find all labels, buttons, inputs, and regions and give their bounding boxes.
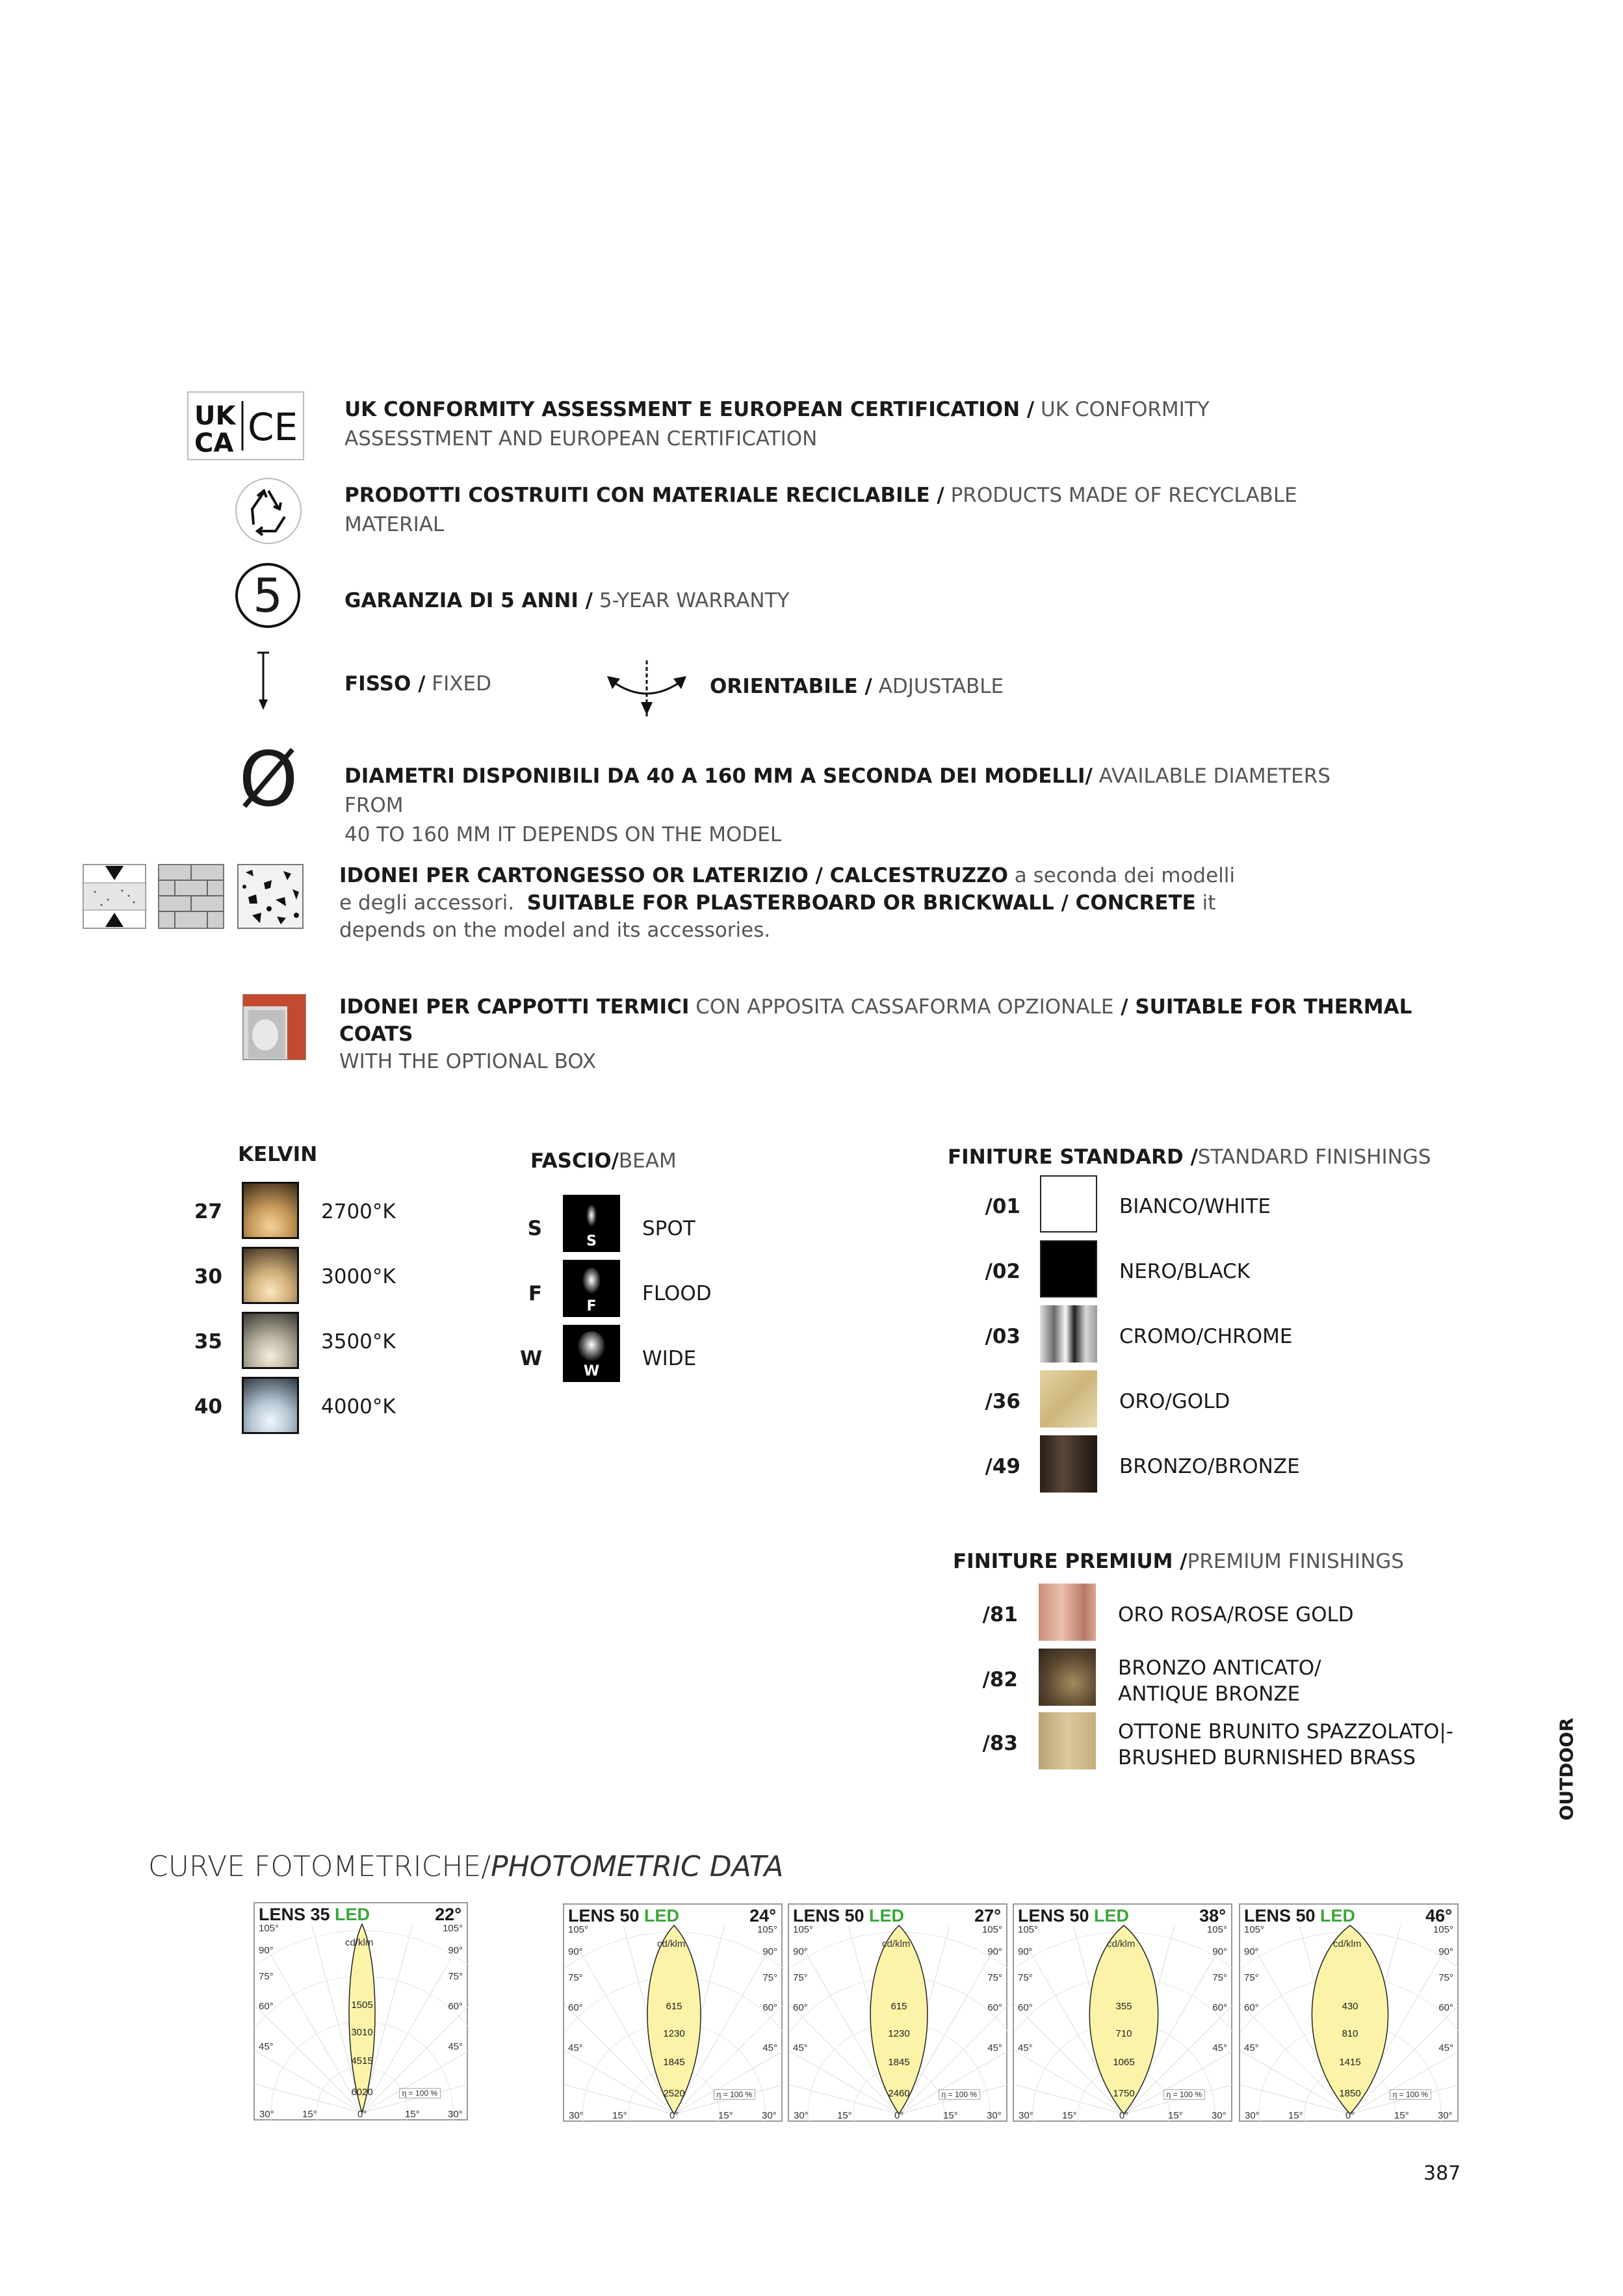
efficiency-label: η = 100 %: [399, 2088, 441, 2098]
premium-code: /82: [982, 1668, 1018, 1691]
beam-lobe: [647, 1925, 701, 2114]
beam-title-bold: FASCIO/: [530, 1149, 619, 1173]
angle-label: 15°: [1394, 2110, 1409, 2121]
angle-label: 45°: [1212, 2042, 1227, 2054]
card-degree: 38°: [1199, 1906, 1226, 1925]
angle-label: 15°: [718, 2110, 733, 2121]
legend-wall-bold: IDONEI PER CARTONGESSO OR LATERIZIO / CALCESTRUZZO: [339, 864, 1008, 887]
legend-ukca-light: UK CONFORMITY: [1034, 398, 1210, 421]
finish-swatch-gold: [1040, 1370, 1097, 1428]
finish-label: CROMO/CHROME: [1119, 1325, 1293, 1348]
angle-label: 45°: [762, 2042, 777, 2054]
premium-label: ORO ROSA/ROSE GOLD: [1118, 1603, 1354, 1626]
card-title: [568, 1906, 679, 1926]
angle-label: 90°: [762, 1946, 777, 1957]
fixed-arrow-icon: [253, 650, 273, 712]
cd-value: 2520: [663, 2088, 685, 2099]
angle-label: 90°: [448, 1945, 463, 1956]
angle-label: 75°: [568, 1972, 583, 1983]
angle-label: 75°: [259, 1971, 274, 1982]
cd-value: 6020: [351, 2087, 373, 2098]
svg-text:CA: CA: [194, 428, 234, 457]
cd-value: 2460: [888, 2088, 910, 2099]
angle-label: 90°: [987, 1946, 1002, 1957]
kelvin-label: 3000°K: [321, 1265, 396, 1288]
kelvin-code: 27: [194, 1200, 222, 1223]
premium-label-line2: ANTIQUE BRONZE: [1118, 1682, 1301, 1706]
beam-letter: S: [586, 1233, 597, 1249]
angle-label: 30°: [569, 2110, 584, 2121]
beam-lobe: [1312, 1925, 1388, 2114]
angle-label: 75°: [793, 1972, 808, 1983]
beam-code: W: [520, 1347, 543, 1370]
angle-label: 30°: [448, 2109, 463, 2120]
angle-label: 105°: [1206, 1924, 1227, 1935]
finish-code: /36: [985, 1390, 1020, 1413]
cd-value: 1505: [351, 2000, 373, 2011]
card-lens: LENS 35: [259, 1905, 335, 1924]
beam-swatch: [563, 1260, 620, 1317]
card-degree: 22°: [435, 1905, 461, 1924]
card-led: LED: [869, 1906, 905, 1925]
legend-adjustable-bold: ORIENTABILE /: [710, 675, 872, 698]
angle-label: 45°: [568, 2042, 583, 2054]
angle-label: 60°: [793, 2002, 808, 2013]
card-lens: LENS 50: [568, 1906, 645, 1925]
cd-value: 355: [1115, 2001, 1132, 2012]
kelvin-code: 40: [194, 1395, 222, 1418]
unit-label: cd/klm: [882, 1938, 911, 1950]
angle-label: 60°: [1244, 2002, 1259, 2013]
photometric-card: [788, 1903, 1007, 2122]
angle-label: 90°: [259, 1945, 274, 1956]
cd-value: 430: [1342, 2001, 1358, 2012]
finish-label: ORO/GOLD: [1119, 1390, 1230, 1413]
angle-label: 45°: [259, 2041, 274, 2052]
recycle-icon: [234, 476, 303, 545]
kelvin-code: 30: [194, 1265, 222, 1288]
card-lens: LENS 50: [1244, 1906, 1321, 1925]
premium-code: /81: [982, 1603, 1018, 1626]
angle-label: 30°: [762, 2110, 777, 2121]
efficiency-label: η = 100 %: [1390, 2089, 1431, 2100]
side-label-outdoor: OUTDOOR: [1555, 1717, 1578, 1821]
card-lens: LENS 50: [1018, 1906, 1095, 1925]
beam-code: F: [528, 1282, 542, 1305]
card-degree: 46°: [1425, 1906, 1452, 1925]
legend-recycle-bold: PRODOTTI COSTRUITI CON MATERIALE RECICLABILE /: [344, 484, 944, 507]
svg-text:CE: CE: [248, 405, 298, 449]
beam-lobe: [1089, 1925, 1158, 2114]
kelvin-swatch: [242, 1377, 299, 1434]
legend-wall-line2b: SUITABLE FOR PLASTERBOARD OR BRICKWALL / CONCRETE: [526, 891, 1196, 915]
efficiency-label: η = 100 %: [714, 2089, 755, 2100]
efficiency-label: η = 100 %: [1163, 2089, 1205, 2100]
card-title: [793, 1906, 904, 1926]
kelvin-code: 35: [194, 1330, 222, 1353]
angle-label: 105°: [1244, 1924, 1265, 1935]
diameter-symbol: Ø: [239, 736, 298, 824]
unit-label: cd/klm: [657, 1938, 686, 1950]
angle-label: 45°: [793, 2042, 808, 2054]
legend-wall-line2a: e degli accessori.: [339, 891, 515, 915]
legend-warranty-bold: GARANZIA DI 5 ANNI /: [344, 589, 593, 612]
finish-swatch-white: [1040, 1175, 1097, 1233]
legend-thermal-light: CON APPOSITA CASSAFORMA OPZIONALE: [689, 995, 1114, 1019]
angle-label: 60°: [1018, 2002, 1033, 2013]
standard-title-light: STANDARD FINISHINGS: [1197, 1145, 1431, 1169]
svg-text:UK: UK: [194, 401, 236, 431]
angle-label: 15°: [302, 2109, 317, 2120]
photometric-card: [1239, 1903, 1459, 2122]
legend-recycle-light: PRODUCTS MADE OF RECYCLABLE: [944, 484, 1297, 507]
angle-label: 105°: [442, 1923, 463, 1934]
beam-label: SPOT: [642, 1217, 695, 1240]
angle-label: 45°: [1438, 2042, 1453, 2054]
angle-label: 60°: [259, 2001, 274, 2012]
angle-label: 15°: [837, 2110, 852, 2121]
angle-label: 30°: [1245, 2110, 1260, 2121]
card-title: [259, 1905, 370, 1925]
angle-label: 45°: [448, 2041, 463, 2052]
cd-value: 615: [890, 2001, 907, 2012]
cd-value: 1850: [1339, 2088, 1361, 2099]
cd-value: 1230: [888, 2028, 910, 2039]
unit-label: cd/klm: [1333, 1938, 1362, 1950]
legend-adjustable-light: ADJUSTABLE: [872, 675, 1004, 698]
unit-label: cd/klm: [345, 1937, 374, 1948]
photometric-card: [253, 1902, 468, 2120]
legend-wall-line2c: it: [1195, 891, 1216, 915]
angle-label: 30°: [1019, 2110, 1033, 2121]
beam-letter: W: [583, 1363, 600, 1379]
unit-label: cd/klm: [1107, 1938, 1136, 1950]
beam-lobe: [870, 1925, 928, 2114]
kelvin-swatch: [242, 1247, 299, 1304]
angle-label: 60°: [568, 2002, 583, 2013]
beam-lobe: [349, 1924, 375, 2113]
angle-label: 90°: [1244, 1946, 1259, 1957]
kelvin-title: KELVIN: [238, 1143, 318, 1166]
cd-value: 1230: [663, 2028, 685, 2039]
legend-fixed-bold: FISSO /: [344, 672, 426, 696]
kelvin-swatch: [242, 1182, 299, 1239]
photometric-card: [1013, 1903, 1232, 2122]
warranty-5-icon: [235, 563, 300, 628]
angle-label: 0°: [357, 2109, 367, 2120]
angle-label: 15°: [612, 2110, 627, 2121]
cd-value: 1415: [1339, 2057, 1361, 2068]
finish-swatch-bronze: [1040, 1435, 1097, 1493]
legend-warranty-light: 5-YEAR WARRANTY: [593, 589, 790, 612]
cd-value: 3010: [351, 2027, 373, 2038]
diameter-icon: [233, 736, 304, 824]
efficiency-label: η = 100 %: [939, 2089, 980, 2100]
finish-label: NERO/BLACK: [1119, 1260, 1251, 1283]
angle-label: 15°: [405, 2109, 420, 2120]
legend-wall-light: a seconda dei modelli: [1007, 864, 1236, 887]
legend-diameter-light: AVAILABLE DIAMETERS FROM: [344, 764, 1331, 817]
cd-value: 615: [666, 2001, 682, 2012]
beam-code: S: [527, 1217, 542, 1240]
angle-label: 60°: [762, 2002, 777, 2013]
premium-swatch-brushed-brass: [1039, 1712, 1096, 1769]
premium-swatch-rose-gold: [1039, 1584, 1096, 1641]
premium-swatch-antique-bronze: [1039, 1649, 1096, 1706]
premium-label: OTTONE BRUNITO SPAZZOLATO|-: [1118, 1720, 1453, 1743]
kelvin-label: 4000°K: [321, 1395, 396, 1418]
angle-label: 15°: [1288, 2110, 1303, 2121]
legend-wall-line3: depends on the model and its accessories.: [339, 919, 771, 942]
angle-label: 105°: [981, 1924, 1002, 1935]
angle-label: 90°: [1212, 1946, 1227, 1957]
angle-label: 30°: [1438, 2110, 1453, 2121]
angle-label: 15°: [1062, 2110, 1077, 2121]
legend-ukca-bold: UK CONFORMITY ASSESSMENT E EUROPEAN CERTIFICATION /: [344, 398, 1035, 421]
angle-label: 75°: [1438, 1972, 1453, 1983]
card-led: LED: [1320, 1906, 1356, 1925]
angle-label: 75°: [448, 1971, 463, 1982]
card-title: [1244, 1906, 1355, 1926]
photometric-title: [148, 1850, 783, 1883]
angle-label: 75°: [1018, 1972, 1033, 1983]
cd-value: 710: [1115, 2028, 1132, 2039]
page-number: 387: [1423, 2162, 1461, 2185]
kelvin-swatch: [242, 1312, 299, 1369]
angle-label: 75°: [987, 1972, 1002, 1983]
kelvin-label: 2700°K: [321, 1200, 396, 1223]
angle-label: 90°: [1018, 1946, 1033, 1957]
legend-thermal-line2: WITH THE OPTIONAL BOX: [339, 1050, 597, 1073]
legend-recycle-line2: MATERIAL: [344, 513, 445, 536]
angle-label: 105°: [1018, 1924, 1039, 1935]
premium-title-light: PREMIUM FINISHINGS: [1187, 1550, 1404, 1573]
finish-label: BRONZO/BRONZE: [1119, 1455, 1300, 1478]
beam-title-light: BEAM: [618, 1149, 677, 1173]
angle-label: 30°: [259, 2109, 274, 2120]
angle-label: 90°: [568, 1946, 583, 1957]
angle-label: 15°: [943, 2110, 958, 2121]
finish-swatch-black: [1040, 1240, 1097, 1298]
angle-label: 45°: [1244, 2042, 1259, 2054]
card-degree: 24°: [749, 1906, 776, 1925]
cd-value: 1845: [663, 2057, 685, 2068]
card-led: LED: [1094, 1906, 1130, 1925]
beam-swatch: [563, 1325, 620, 1382]
angle-label: 105°: [568, 1924, 589, 1935]
wall-types-icon: [82, 863, 304, 930]
photometric-card: [563, 1903, 783, 2122]
finish-code: /49: [985, 1455, 1020, 1478]
angle-label: 0°: [1119, 2110, 1129, 2121]
warranty-5-text: 5: [253, 568, 283, 623]
angle-label: 105°: [259, 1923, 279, 1934]
adjustable-arrows-icon: [604, 657, 689, 722]
legend-diameter-bold: DIAMETRI DISPONIBILI DA 40 A 160 MM A SECONDA DEI MODELLI/: [344, 764, 1093, 788]
angle-label: 0°: [1345, 2110, 1355, 2121]
angle-label: 90°: [793, 1946, 808, 1957]
beam-label: FLOOD: [642, 1282, 712, 1305]
legend-thermal-bold2: / SUITABLE FOR THERMAL COATS: [339, 995, 1412, 1046]
standard-title-bold: FINITURE STANDARD /: [948, 1145, 1198, 1169]
angle-label: 0°: [894, 2110, 904, 2121]
photometric-title-italic: PHOTOMETRIC DATA: [491, 1850, 784, 1883]
beam-label: WIDE: [642, 1347, 697, 1370]
angle-label: 60°: [1212, 2002, 1227, 2013]
angle-label: 0°: [669, 2110, 679, 2121]
card-led: LED: [644, 1906, 680, 1925]
thermal-coat-icon: [242, 993, 307, 1061]
angle-label: 105°: [757, 1924, 777, 1935]
angle-label: 105°: [793, 1924, 814, 1935]
cd-value: 1750: [1113, 2088, 1135, 2099]
angle-label: 60°: [448, 2001, 463, 2012]
premium-code: /83: [982, 1732, 1018, 1755]
angle-label: 30°: [987, 2110, 1002, 2121]
cd-value: 1065: [1113, 2057, 1135, 2068]
angle-label: 60°: [1438, 2002, 1453, 2013]
ukca-ce-icon: [187, 391, 304, 460]
angle-label: 15°: [1168, 2110, 1183, 2121]
card-led: LED: [335, 1905, 370, 1924]
finish-code: /03: [985, 1325, 1020, 1348]
premium-title-bold: FINITURE PREMIUM /: [953, 1550, 1188, 1573]
card-title: [1018, 1906, 1129, 1926]
angle-label: 45°: [1018, 2042, 1033, 2054]
legend-thermal-bold: IDONEI PER CAPPOTTI TERMICI: [339, 995, 690, 1019]
cd-value: 4515: [351, 2055, 373, 2067]
finish-code: /02: [985, 1260, 1020, 1283]
card-lens: LENS 50: [793, 1906, 870, 1925]
angle-label: 75°: [1212, 1972, 1227, 1983]
card-degree: 27°: [974, 1906, 1001, 1925]
legend-diameter-line2: 40 TO 160 MM IT DEPENDS ON THE MODEL: [344, 823, 782, 846]
finish-code: /01: [985, 1195, 1020, 1218]
legend-ukca-line2: ASSESSTMENT AND EUROPEAN CERTIFICATION: [344, 427, 818, 450]
premium-label: BRONZO ANTICATO/: [1118, 1656, 1321, 1680]
angle-label: 90°: [1438, 1946, 1453, 1957]
angle-label: 45°: [987, 2042, 1002, 2054]
finish-swatch-chrome: [1040, 1305, 1097, 1363]
angle-label: 105°: [1433, 1924, 1453, 1935]
premium-label-line2: BRUSHED BURNISHED BRASS: [1118, 1746, 1416, 1769]
beam-letter: F: [586, 1298, 597, 1314]
angle-label: 30°: [794, 2110, 809, 2121]
photometric-title-normal: CURVE FOTOMETRICHE/: [148, 1850, 491, 1883]
cd-value: 810: [1342, 2028, 1358, 2039]
legend-fixed-light: FIXED: [425, 672, 491, 696]
cd-value: 1845: [888, 2057, 910, 2068]
angle-label: 60°: [987, 2002, 1002, 2013]
angle-label: 75°: [1244, 1972, 1259, 1983]
beam-swatch: [563, 1195, 620, 1252]
angle-label: 75°: [762, 1972, 777, 1983]
finish-label: BIANCO/WHITE: [1119, 1195, 1271, 1218]
kelvin-label: 3500°K: [321, 1330, 396, 1353]
angle-label: 30°: [1212, 2110, 1227, 2121]
